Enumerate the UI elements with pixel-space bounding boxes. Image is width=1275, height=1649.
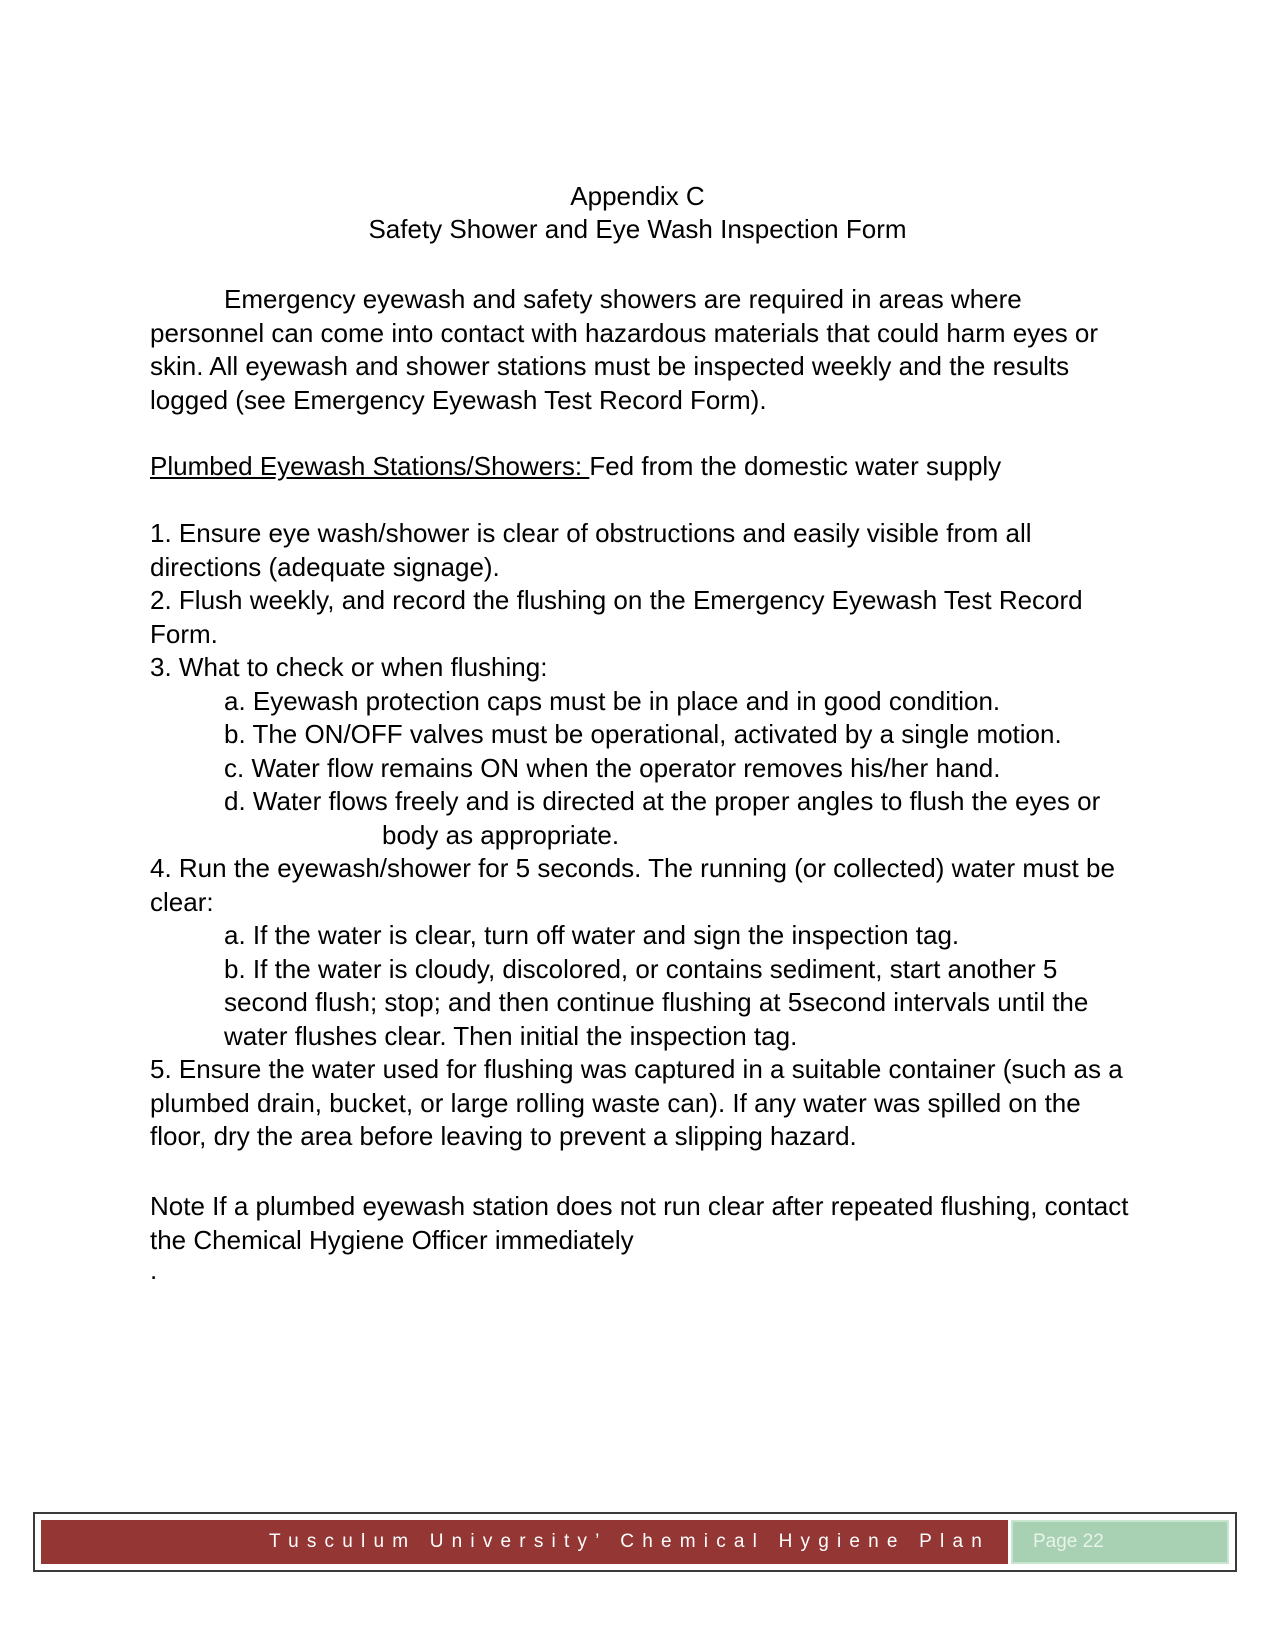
- step-3: 3. What to check or when flushing:: [150, 652, 548, 682]
- step-1: 1. Ensure eye wash/shower is clear of obstructions and easily visible from all directions (adequate signage).: [150, 518, 1032, 582]
- trailing-dot: .: [150, 1255, 158, 1285]
- step-3-substeps: [150, 685, 1135, 853]
- appendix-title: Appendix C: [570, 181, 705, 211]
- step-4: 4. Run the eyewash/shower for 5 seconds. The running (or collected) water must be clear:: [150, 853, 1115, 917]
- intro-text: Emergency eyewash and safety showers are required in areas where personnel can come into contact with hazardous materials that could harm eyes or skin. All eyewash and shower stations must be inspected weekly and the results logged (see Emergency Eyewash Test Record Form).: [150, 284, 1099, 415]
- step-2: 2. Flush weekly, and record the flushing on the Emergency Eyewash Test Record Form.: [150, 585, 1083, 649]
- step-4b: b. If the water is cloudy, discolored, or contains sediment, start another 5 second flush; stop; and then continue flushing at 5second intervals until the water flushes clear. Then initial the inspection tag.: [224, 953, 1089, 1051]
- step-3b: b. The ON/OFF valves must be operational, activated by a single motion.: [224, 719, 1062, 749]
- section-heading-rest: Fed from the domestic water supply: [589, 451, 1002, 481]
- step-5: 5. Ensure the water used for flushing was captured in a suitable container (such as a plumbed drain, bucket, or large rolling waste can). If any water was spilled on the floor, dry the area before leaving to prevent a slipping hazard.: [150, 1054, 1123, 1151]
- intro-paragraph: [150, 283, 1135, 417]
- note-paragraph: Note If a plumbed eyewash station does not run clear after repeated flushing, contact the Chemical Hygiene Officer immediately: [150, 1191, 1129, 1255]
- inspection-steps: [150, 517, 1135, 1154]
- step-4a: a. If the water is clear, turn off water and sign the inspection tag.: [224, 920, 960, 950]
- footer-plan-title: Tusculum University’ Chemical Hygiene Plan: [41, 1520, 1008, 1564]
- step-4-substeps: [150, 919, 1135, 1053]
- step-3d: d. Water flows freely and is directed at the proper angles to flush the eyes or: [224, 786, 1101, 816]
- section-heading: Plumbed Eyewash Stations/Showers:: [150, 451, 590, 481]
- title-block: [150, 180, 1125, 246]
- step-3d-continued: [224, 819, 1135, 853]
- step-3d-continuation: body as appropriate.: [382, 819, 620, 850]
- footer-page-number: Page 22: [1011, 1520, 1229, 1564]
- step-3a: a. Eyewash protection caps must be in place and in good condition.: [224, 685, 1001, 716]
- form-subtitle: Safety Shower and Eye Wash Inspection Form: [368, 214, 907, 244]
- step-3c: c. Water flow remains ON when the operator removes his/her hand.: [224, 752, 1001, 783]
- page-footer: [33, 1512, 1237, 1572]
- section-heading-line: [150, 450, 1135, 484]
